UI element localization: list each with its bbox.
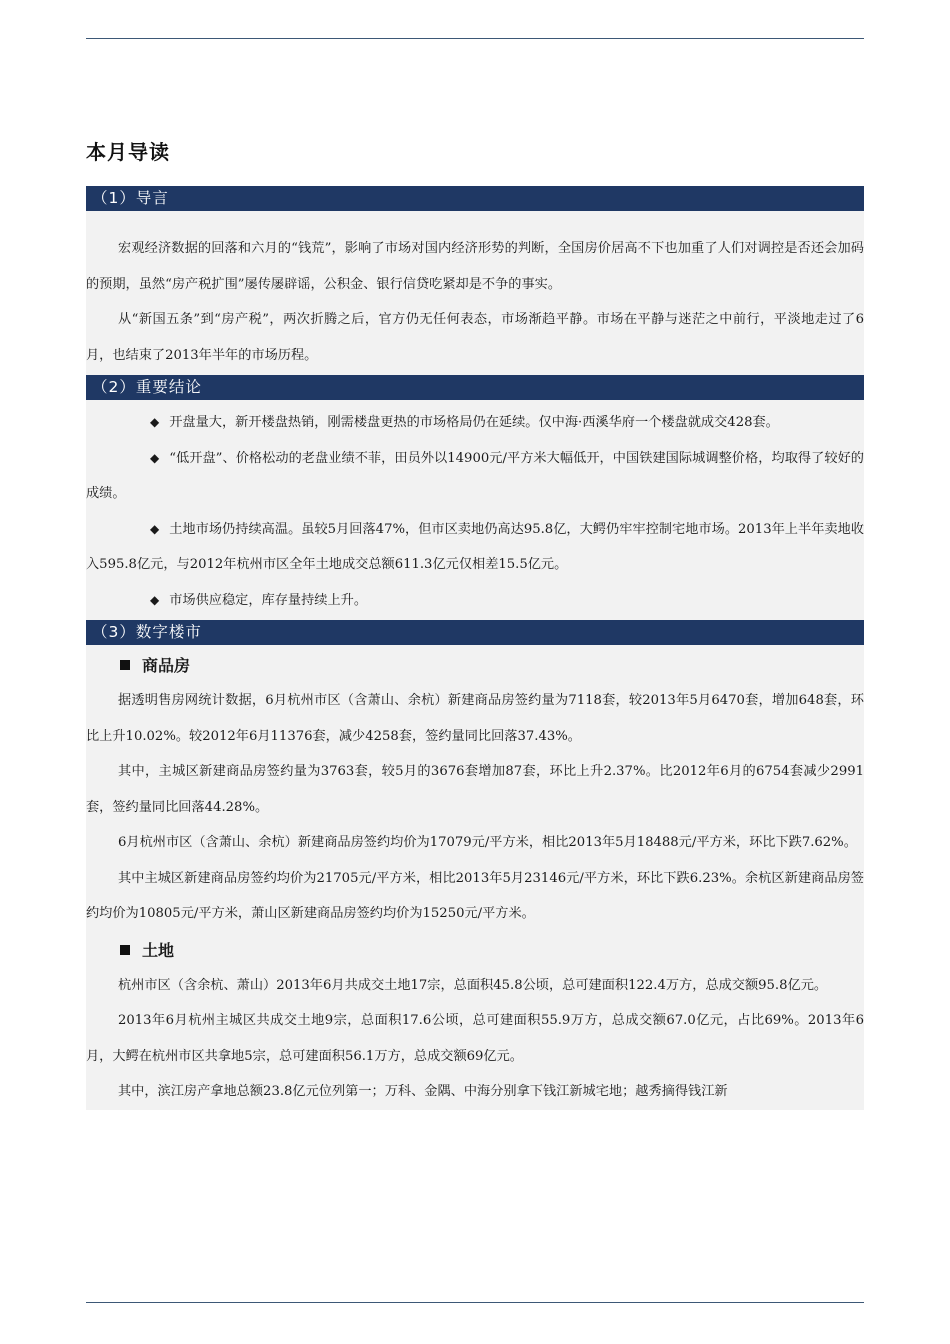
bullet-item [86,583,864,619]
section-numbers-body [86,645,864,1110]
section-heading-conclusions: （2）重要结论 [86,375,864,400]
section-intro-body [86,211,864,375]
paragraph: 杭州市区（含余杭、萧山）2013年6月共成交土地17宗，总面积45.8公顷，总可建面积122.4万方，总成交额95.8亿元。 [118,977,828,993]
diamond-bullet-icon: ◆ [150,450,160,465]
paragraph: 宏观经济数据的回落和六月的“钱荒”，影响了市场对国内经济形势的判断，全国房价居高不下也加重了人们对调控是否还会加码的预期，虽然“房产税扩围”屡传屡辟谣，公积金、银行信贷吃紧却是不争的事实。 [86,241,864,292]
paragraph: 其中，滨江房产拿地总额23.8亿元位列第一；万科、金隅、中海分别拿下钱江新城宅地；越秀摘得钱江新 [118,1084,728,1099]
document-body [86,186,864,1110]
section-heading-intro: （1）导言 [86,186,864,211]
bullet-text: “低开盘”、价格松动的老盘业绩不菲，田员外以14900元/平方米大幅低开，中国铁建国际城调整价格，均取得了较好的成绩。 [86,450,864,501]
page-title: 本月导读 [86,140,170,164]
section-heading-numbers: （3）数字楼市 [86,620,864,645]
bullet-item [86,512,864,583]
paragraph: 据透明售房网统计数据，6月杭州市区（含萧山、余杭）新建商品房签约量为7118套，较2013年5月6470套，增加648套，环比上升10.02%。较2012年6月11376套，减少4258套，签约量同比回落37.43%。 [86,693,864,744]
paragraph: 2013年6月杭州主城区共成交土地9宗，总面积17.6公顷，总可建面积55.9万方，总成交额67.0亿元，占比69%。2013年6月，大鳄在杭州市区共拿地5宗，总可建面积56.1万方，总成交额69亿元。 [86,1013,864,1064]
header-rule [86,38,864,39]
paragraph: 6月杭州市区（含萧山、余杭）新建商品房签约均价为17079元/平方米，相比2013年5月18488元/平方米，环比下跌7.62%。 [118,835,857,850]
bullet-text: 土地市场仍持续高温。虽较5月回落47%，但市区卖地仍高达95.8亿，大鳄仍牢牢控制宅地市场。2013年上半年卖地收入595.8亿元，与2012年杭州市区全年土地成交总额611.3亿元仅相差15.5亿元。 [86,521,864,572]
bullet-item [86,405,864,441]
diamond-bullet-icon: ◆ [150,592,160,607]
bullet-item [86,441,864,512]
diamond-bullet-icon: ◆ [150,521,160,536]
square-bullet-icon [120,660,130,670]
bullet-text: 开盘量大，新开楼盘热销，刚需楼盘更热的市场格局仍在延续。仅中海·西溪华府一个楼盘就成交428套。 [169,415,779,430]
subheading-housing: 商品房 [86,649,864,683]
square-bullet-icon [120,945,130,955]
paragraph: 其中，主城区新建商品房签约量为3763套，较5月的3676套增加87套，环比上升2.37%。比2012年6月的6754套减少2991套，签约量同比回落44.28%。 [86,764,864,815]
section-conclusions-body [86,400,864,620]
paragraph: 其中主城区新建商品房签约均价为21705元/平方米，相比2013年5月23146元/平方米，环比下跌6.23%。余杭区新建商品房签约均价为10805元/平方米，萧山区新建商品房签约均价为15250元/平方米。 [86,870,864,921]
paragraph: 从“新国五条”到“房产税”，两次折腾之后，官方仍无任何表态，市场渐趋平静。市场在平静与迷茫之中前行，平淡地走过了6月，也结束了2013年半年的市场历程。 [86,312,864,363]
footer-rule [86,1302,864,1303]
subheading-land: 土地 [86,934,864,968]
bullet-text: 市场供应稳定，库存量持续上升。 [169,592,368,608]
diamond-bullet-icon: ◆ [150,415,160,429]
